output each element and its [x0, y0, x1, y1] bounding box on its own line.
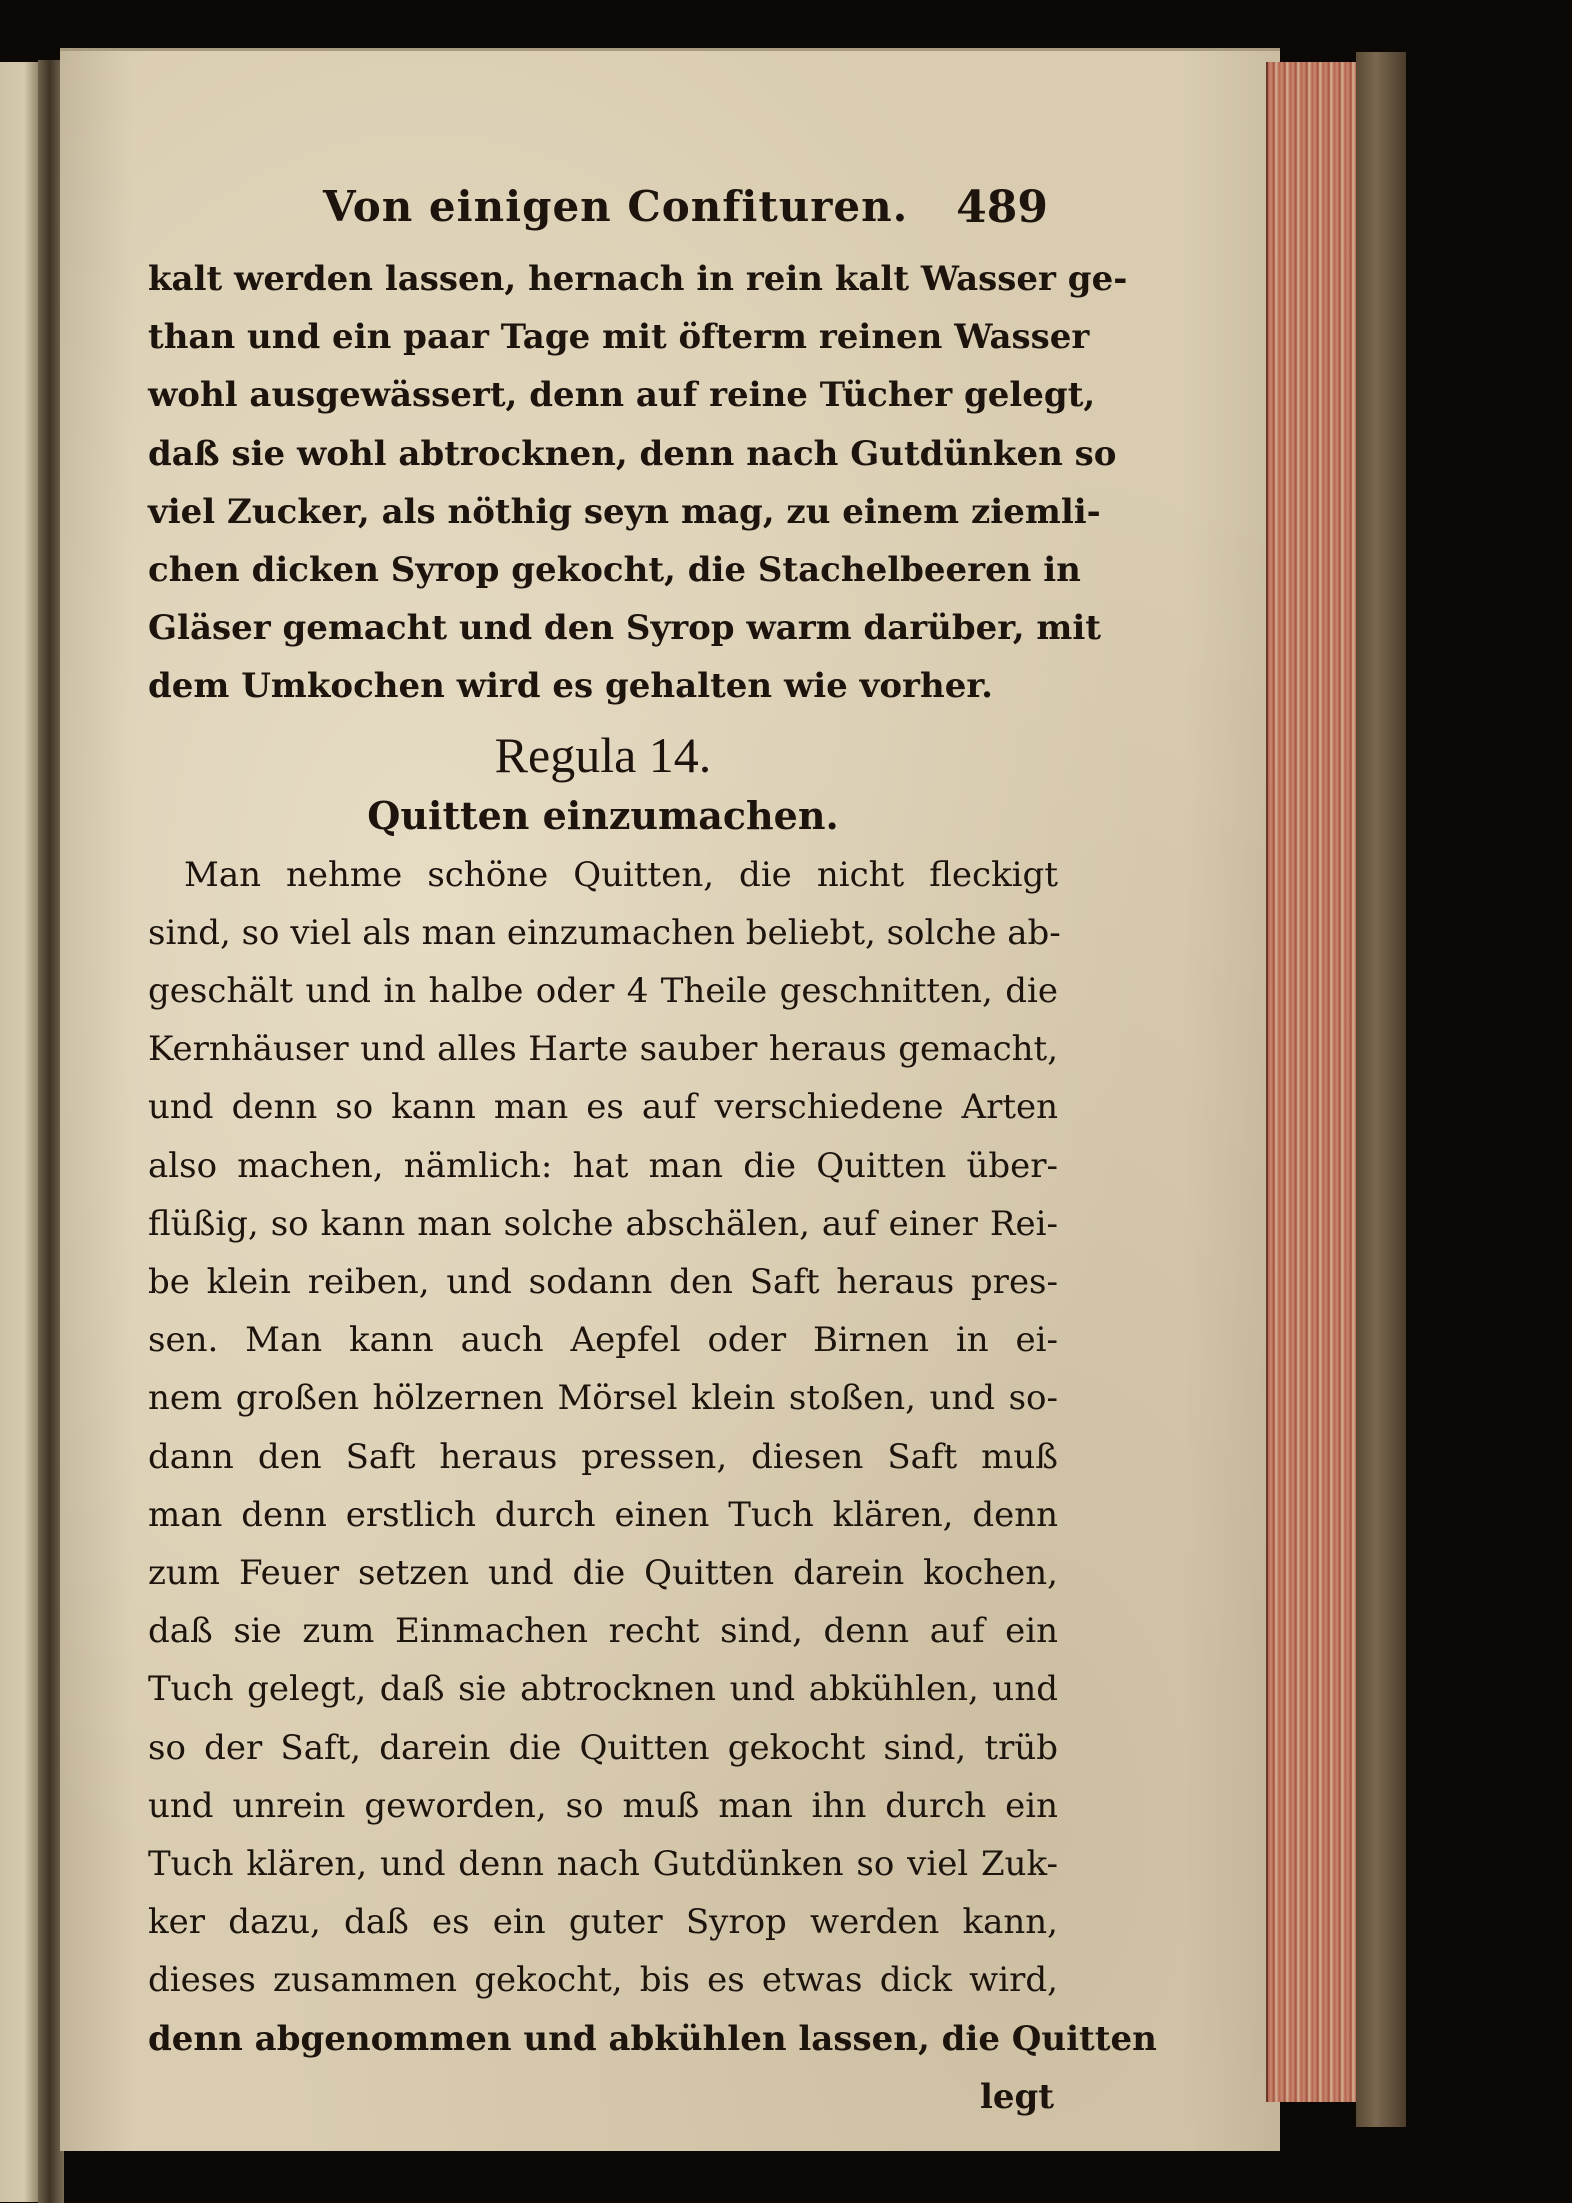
section-subheading: Quitten einzumachen. [367, 792, 839, 838]
text-line: denn abgenommen und abkühlen lassen, die Quitten [148, 2018, 1157, 2059]
text-line: man denn erstlich durch einen Tuch klären, denn [148, 1494, 1058, 1535]
text-line: daß sie wohl abtrocknen, denn nach Gutdünken so [148, 433, 1117, 474]
text-line: geschält und in halbe oder 4 Theile geschnitten, die [148, 971, 1058, 1012]
text-line: und unrein geworden, so muß man ihn durch ein [148, 1785, 1058, 1826]
text-line: Man nehme schöne Quitten, die nicht fleckigt [184, 854, 1058, 895]
facing-page-edge [0, 62, 40, 2202]
text-line: Gläser gemacht und den Syrop warm darüber, mit [148, 608, 1101, 649]
text-line: daß sie zum Einmachen recht sind, denn auf ein [148, 1611, 1058, 1652]
text-line: so der Saft, darein die Quitten gekocht sind, trüb [148, 1727, 1058, 1768]
section-heading: Regula 14. [494, 726, 712, 783]
text-line: zum Feuer setzen und die Quitten darein kochen, [148, 1553, 1058, 1594]
text-line: flüßig, so kann man solche abschälen, auf einer Rei- [148, 1203, 1058, 1244]
page-header [148, 170, 1058, 250]
text-line: ker dazu, daß es ein guter Syrop werden kann, [148, 1902, 1058, 1943]
text-line: kalt werden lassen, hernach in rein kalt Wasser ge- [148, 259, 1128, 299]
paragraph-recipe [148, 846, 1157, 2068]
text-line: than und ein paar Tage mit öfterm reinen Wasser [148, 317, 1090, 358]
text-line: nem großen hölzernen Mörsel klein stoßen, und so- [148, 1378, 1058, 1419]
text-line: dieses zusammen gekocht, bis es etwas dick wird, [148, 1960, 1058, 2001]
text-line: viel Zucker, als nöthig seyn mag, zu einem ziemli- [148, 491, 1101, 532]
page-text [148, 170, 1157, 2126]
text-line: sind, so viel als man einzumachen beliebt, solche ab- [148, 912, 1061, 953]
text-line: chen dicken Syrop gekocht, die Stachelbeeren in [148, 550, 1081, 591]
text-line: dann den Saft heraus pressen, diesen Saft muß [148, 1436, 1058, 1477]
text-line: dem Umkochen wird es gehalten wie vorher. [148, 666, 993, 707]
paragraph-continued [148, 250, 1128, 716]
text-line: sen. Man kann auch Aepfel oder Birnen in ei- [148, 1320, 1058, 1361]
text-line: Tuch klären, und denn nach Gutdünken so viel Zuk- [148, 1844, 1058, 1885]
text-line: und denn so kann man es auf verschiedene Arten [148, 1087, 1058, 1128]
catchword: legt [979, 2076, 1054, 2117]
page-stack-edges [1266, 62, 1360, 2102]
text-line: Tuch gelegt, daß sie abtrocknen und abkühlen, und [148, 1669, 1058, 1710]
text-line: also machen, nämlich: hat man die Quitten über- [148, 1145, 1058, 1186]
running-title: Von einigen Confituren. [323, 182, 909, 231]
text-line: be klein reiben, und sodann den Saft heraus pres- [148, 1262, 1058, 1303]
text-line: Kernhäuser und alles Harte sauber heraus gemacht, [148, 1029, 1058, 1070]
book-cover-edge [1356, 52, 1406, 2127]
page-number: 489 [956, 182, 1048, 233]
text-line: wohl ausgewässert, denn auf reine Tücher gelegt, [148, 375, 1096, 416]
